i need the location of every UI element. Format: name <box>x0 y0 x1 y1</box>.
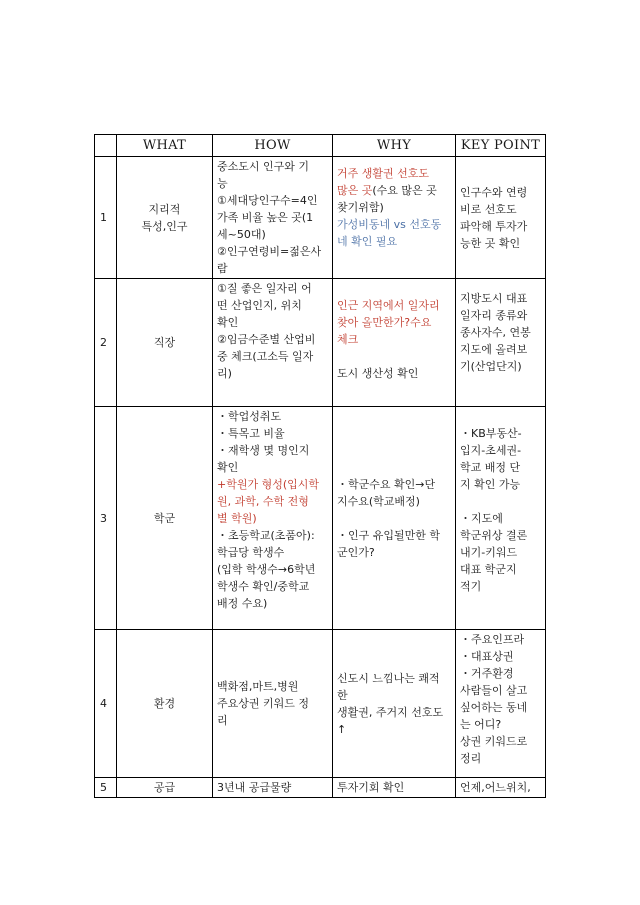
analysis-table <box>94 134 546 798</box>
row-number: 2 <box>95 279 117 407</box>
why-cell: 인근 지역에서 일자리 찾아 올만한가?수요 체크 도시 생산성 확인 <box>333 279 456 407</box>
table-row <box>95 778 546 798</box>
header-no <box>95 135 117 157</box>
key-point-cell: ・KB부동산- 입지-초세권- 학교 배정 단 지 확인 가능 ・지도에 학군위상 결론 내기-키워드 대표 학군지 적기 <box>456 407 546 630</box>
row-number: 1 <box>95 157 117 279</box>
why-cell: ・학군수요 확인→단 지수요(학교배정) ・인구 유입될만한 학 군인가? <box>333 407 456 630</box>
what-cell: 지리적 특성,인구 <box>117 157 213 279</box>
header-key-point: KEY POINT <box>456 135 546 157</box>
how-cell: 중소도시 인구와 기 능 ①세대당인구수=4인 가족 비율 높은 곳(1 세~50대) ②인구연령비=젊은사 람 <box>213 157 333 279</box>
how-cell: 3년내 공급물량 <box>213 778 333 798</box>
why-cell: 신도시 느낌나는 쾌적 한 생활권, 주거지 선호도 ↑ <box>333 630 456 778</box>
row-number: 4 <box>95 630 117 778</box>
table-row <box>95 630 546 778</box>
table-row <box>95 157 546 279</box>
header-why: WHY <box>333 135 456 157</box>
header-how: HOW <box>213 135 333 157</box>
how-cell: 백화점,마트,병원 주요상권 키워드 정 리 <box>213 630 333 778</box>
how-cell: ①질 좋은 일자리 어 떤 산업인지, 위치 확인 ②임금수준별 산업비 중 체크(고소득 일자 리) <box>213 279 333 407</box>
key-point-cell: 언제,어느위치, <box>456 778 546 798</box>
key-point-cell: 지방도시 대표 일자리 종류와 종사자수, 연봉 지도에 올려보 기(산업단지) <box>456 279 546 407</box>
what-cell: 학군 <box>117 407 213 630</box>
key-point-cell: 인구수와 연령 비로 선호도 파악해 투자가 능한 곳 확인 <box>456 157 546 279</box>
how-cell: ・학업성취도 ・특목고 비율 ・재학생 몇 명인지 확인 +학원가 형성(입시학 원, 과학, 수학 전형 별 학원) ・초등학교(초품아): 학급당 학생수 (입학 학생수→6학년 학생수 확인/중학교 배정 수요) <box>213 407 333 630</box>
key-point-cell: ・주요인프라 ・대표상권 ・거주환경 사람들이 살고 싶어하는 동네 는 어디? 상권 키워드로 정리 <box>456 630 546 778</box>
header-row <box>95 135 546 157</box>
header-what: WHAT <box>117 135 213 157</box>
row-number: 3 <box>95 407 117 630</box>
why-cell: 거주 생활권 선호도 많은 곳(수요 많은 곳 찾기위함) 가성비동네 vs 선호동 네 확인 필요 <box>333 157 456 279</box>
what-cell: 환경 <box>117 630 213 778</box>
table-row <box>95 279 546 407</box>
why-cell: 투자기회 확인 <box>333 778 456 798</box>
table-row <box>95 407 546 630</box>
what-cell: 직장 <box>117 279 213 407</box>
row-number: 5 <box>95 778 117 798</box>
what-cell: 공급 <box>117 778 213 798</box>
